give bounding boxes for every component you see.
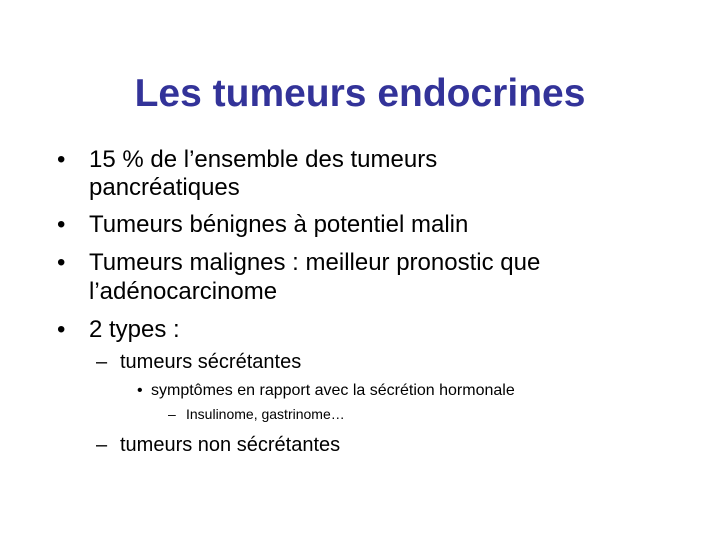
bullet-text: pancréatiques	[89, 174, 240, 201]
bullet-marker: •	[57, 211, 66, 238]
bullet-marker: •	[57, 316, 66, 343]
level4-bullet-text: Insulinome, gastrinome…	[186, 406, 345, 422]
dash-marker: –	[96, 351, 108, 373]
sub-bullet-text: tumeurs non sécrétantes	[120, 434, 341, 456]
bullet-text: Tumeurs bénignes à potentiel malin	[89, 211, 469, 238]
dash-marker: –	[168, 406, 176, 422]
bullet-text: Tumeurs malignes : meilleur pronostic que	[89, 249, 541, 276]
sub-sub-bullet-text: symptômes en rapport avec la sécrétion hormonale	[151, 382, 515, 399]
sub-bullet-text: tumeurs sécrétantes	[120, 351, 302, 373]
dash-marker: –	[96, 434, 108, 456]
bullet-text: 15 % de l’ensemble des tumeurs	[89, 146, 438, 173]
bullet-marker: •	[57, 146, 66, 173]
bullet-marker: •	[137, 382, 143, 399]
bullet-marker: •	[57, 249, 66, 276]
slide-title: Les tumeurs endocrines	[134, 72, 586, 115]
bullet-text: 2 types :	[89, 316, 180, 343]
bullet-text: l’adénocarcinome	[89, 278, 278, 305]
